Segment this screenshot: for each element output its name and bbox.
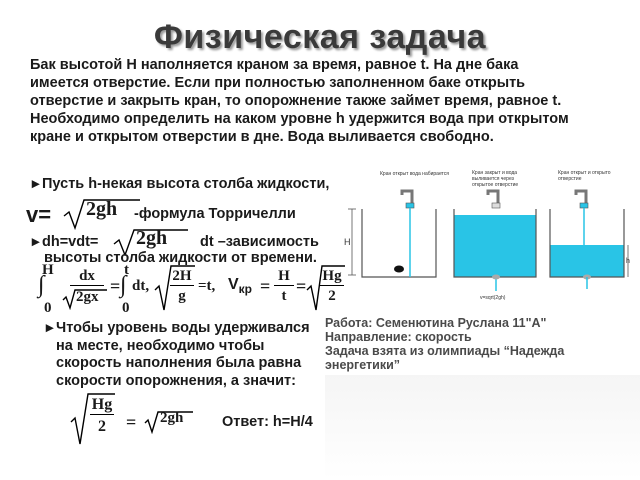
- bullet-2-radicand: 2gh: [136, 227, 168, 249]
- v-formula-label: v=sqrt(2gh): [480, 295, 506, 301]
- integral-icon: ∫: [38, 272, 45, 298]
- bullet-3-line2: на месте, необходимо чтобы: [56, 337, 265, 354]
- eq-sign: =: [296, 276, 307, 296]
- h-label: h: [626, 258, 630, 265]
- bullet-2-line2: высоты столба жидкости от времени.: [44, 250, 317, 266]
- bullet-2-prefix: dh=vdt=: [42, 234, 99, 250]
- bullet-2-suffix: dt –зависимость: [200, 234, 319, 250]
- eq-t: =t,: [198, 278, 216, 294]
- tank-3: [550, 191, 630, 289]
- answer-radicand: 2gh: [160, 410, 184, 426]
- tank2-label-b: выливается через: [472, 176, 514, 182]
- bullet-1: [32, 176, 329, 192]
- caption: [325, 316, 625, 372]
- frac3-num: H: [274, 268, 294, 286]
- tank3-label-b: отверстие: [558, 176, 582, 182]
- torricelli-formula: [26, 196, 346, 232]
- torricelli-label: -формула Торричелли: [134, 206, 296, 222]
- tank1-label: Кран открыт вода набирается: [380, 171, 450, 177]
- bullet-3-line4: скорости опорожнения, а значит:: [56, 372, 296, 389]
- bullet-1-text: Пусть h-некая высота столба жидкости,: [42, 176, 330, 192]
- frac1-den: 2gx: [76, 289, 99, 305]
- int1-lower: 0: [44, 300, 52, 316]
- int2-body: dt,: [132, 278, 150, 294]
- answer-text: Ответ: h=H/4: [222, 414, 313, 430]
- int2-upper: t: [124, 262, 129, 278]
- caption-source: Задача взята из олимпиады “Надежда: [325, 344, 565, 358]
- bullet-arrow-icon: ▸: [32, 176, 40, 192]
- bullet-3-line3: скорость наполнения была равна: [56, 355, 302, 371]
- eq-sign: =: [260, 276, 271, 296]
- frac2-num: 2H: [170, 268, 194, 286]
- answer-panel: [44, 372, 344, 452]
- caption-direction: Направление: скорость: [325, 330, 472, 344]
- eq-sign: =: [110, 276, 121, 296]
- caption-author: Работа: Семенютина Руслана 11"А": [325, 316, 547, 330]
- integral-formula: [38, 262, 342, 322]
- int2-lower: 0: [122, 300, 130, 316]
- tanks-diagram: [340, 165, 632, 310]
- torricelli-prefix: v=: [26, 202, 52, 227]
- answer-frac-den: 2: [98, 418, 106, 435]
- tank-2: [454, 191, 536, 301]
- reflection-area: [325, 375, 640, 480]
- H-label: H: [344, 237, 351, 247]
- answer-eq: =: [126, 412, 137, 432]
- tank3-label-a: Кран открыт и открыто: [558, 170, 611, 176]
- frac4-num: Hg: [320, 268, 344, 286]
- frac4-den: 2: [328, 288, 336, 304]
- integral-icon: ∫: [120, 272, 127, 298]
- bullet-3-line1: Чтобы уровень воды удерживался: [56, 320, 310, 336]
- tank2-label-a: Кран закрыт и вода: [472, 170, 518, 176]
- bullet-arrow-icon: ▸: [46, 320, 54, 336]
- frac1-num: dx: [70, 268, 104, 286]
- int1-upper: H: [42, 262, 54, 278]
- torricelli-radicand: 2gh: [86, 198, 118, 220]
- problem-statement: Бак высотой Н наполняется краном за время, равное t. На дне бака имеется отверстие. Если при полностью заполненном баке открыть отверстие и закрыть кран, то опорожнение также займет время, равное t. Необходимо определить на каком уровне h удержится вода при открытом кране и открытом отверстии в дне. Вода выливается свободно.: [30, 57, 569, 145]
- page-title: Физическая задача: [153, 18, 487, 56]
- tank2-label-c: открытое отверстие: [472, 182, 519, 188]
- v-critical: $V_{кр}$: [228, 276, 253, 297]
- frac2-den: g: [178, 288, 186, 304]
- frac3-den: t: [281, 288, 287, 304]
- caption-source-cont: энергетики”: [325, 358, 401, 372]
- bullet-arrow-icon: ▸: [32, 234, 40, 250]
- tank-1: [362, 191, 436, 277]
- answer-frac-num: Hg: [91, 396, 113, 413]
